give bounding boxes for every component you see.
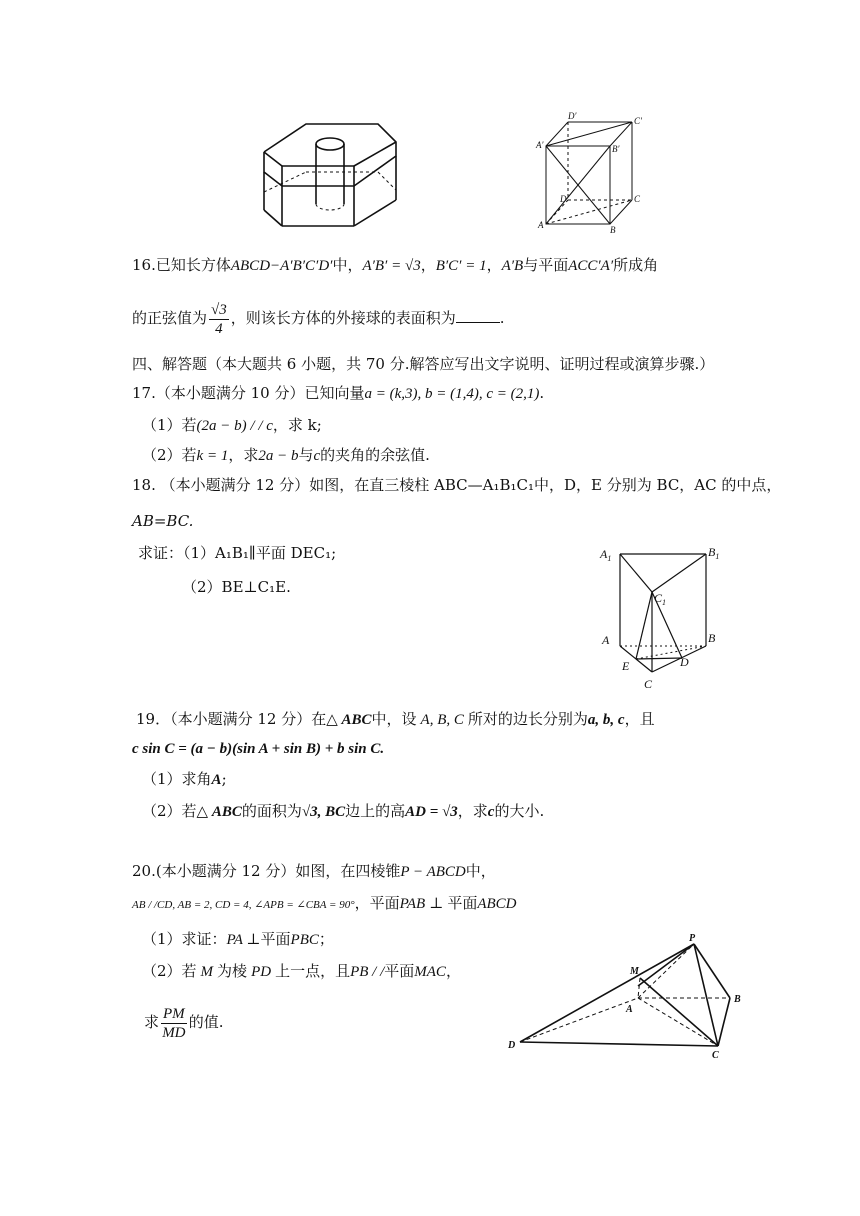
label-C: C [634, 194, 641, 204]
label-A: A [626, 1004, 633, 1015]
label-Bp: B′ [612, 144, 620, 154]
hex-prism-figure [260, 120, 400, 230]
cuboid-figure [530, 108, 650, 236]
label-P: P [689, 933, 696, 944]
q18-line1: 18. （本小题满分 12 分）如图，在直三棱柱 ABC—A₁B₁C₁中，D，E 分别为 BC，AC 的中点， [132, 476, 782, 494]
q20-head: 20.(本小题满分 12 分）如图，在四棱锥P − ABCD中， [132, 862, 496, 880]
q20-part1: （1）求证：PA ⊥平面PBC； [142, 930, 334, 948]
label-B: B [734, 994, 741, 1005]
answer-blank[interactable] [456, 308, 500, 323]
q16-fraction: $\frac{√3}{4}$ [211, 301, 227, 337]
label-D: D [508, 1040, 516, 1051]
label-D: D [560, 194, 567, 204]
label-B1: $B_1$ [708, 545, 720, 561]
q18-line2: AB=BC. [132, 512, 194, 530]
q18-part2: （2）BE⊥C₁E. [182, 578, 291, 596]
label-B: B [708, 631, 716, 645]
q19-part2: （2）若△ ABC的面积为√3, BC边上的高AD = √3，求c的大小. [142, 802, 545, 820]
label-A1: $A_1$ [600, 547, 612, 563]
q20-part3: 求 $\frac{PM}{MD}$ 的值. [144, 1005, 224, 1041]
triangular-prism-figure [596, 540, 730, 692]
label-C: C [712, 1050, 719, 1061]
q20-fraction: $\frac{PM}{MD}$ [162, 1005, 186, 1041]
label-B: B [610, 225, 616, 235]
q18-part1: 求证：（1）A₁B₁∥平面 DEC₁; [138, 544, 337, 562]
label-D: D [680, 655, 689, 669]
label-A: A [602, 633, 610, 647]
pyramid-figure [506, 932, 754, 1064]
q17-head: 17.（本小题满分 10 分）已知向量a = (k,3), b = (1,4), c = (2,1). [132, 384, 545, 402]
label-Ap: A′ [536, 140, 544, 150]
label-M: M [630, 966, 639, 977]
section-heading: 四、解答题（本大题共 6 小题，共 70 分.解答应写出文字说明、证明过程或演算步骤.） [132, 355, 715, 373]
label-E: E [622, 659, 630, 673]
label-Dp: D′ [568, 111, 577, 121]
q20-part2: （2）若 M 为棱 PD 上一点，且PB / /平面MAC， [142, 962, 461, 980]
q16-line2: 的正弦值为 $\frac{√3}{4}$ ，则该长方体的外接球的表面积为 . [132, 301, 505, 337]
q16-line1: 16.已知长方体ABCD−A′B′C′D′中，A′B′ = √3，B′C′ = 1，A′B与平面ACC′A′所成角 [132, 256, 659, 274]
q19-formula: c sin C = (a − b)(sin A + sin B) + b sin C. [132, 741, 385, 757]
q19-line1: 19．（本小题满分 12 分）在△ ABC中，设 A, B, C 所对的边长分别为a, b, c，且 [136, 710, 655, 728]
label-A: A [538, 220, 544, 230]
q20-condition: AB / /CD, AB = 2, CD = 4, ∠APB = ∠CBA = 90°，平面PAB ⊥ 平面ABCD [132, 894, 517, 912]
label-C: C [644, 677, 653, 691]
label-Cp: C′ [634, 116, 642, 126]
q19-part1: （1）求角A; [142, 770, 227, 788]
q17-part2: （2）若k = 1，求2a − b与c的夹角的余弦值. [142, 446, 430, 464]
label-C1: $C_1$ [654, 591, 667, 607]
q17-part1: （1）若(2a − b) / / c，求 k; [142, 416, 322, 434]
